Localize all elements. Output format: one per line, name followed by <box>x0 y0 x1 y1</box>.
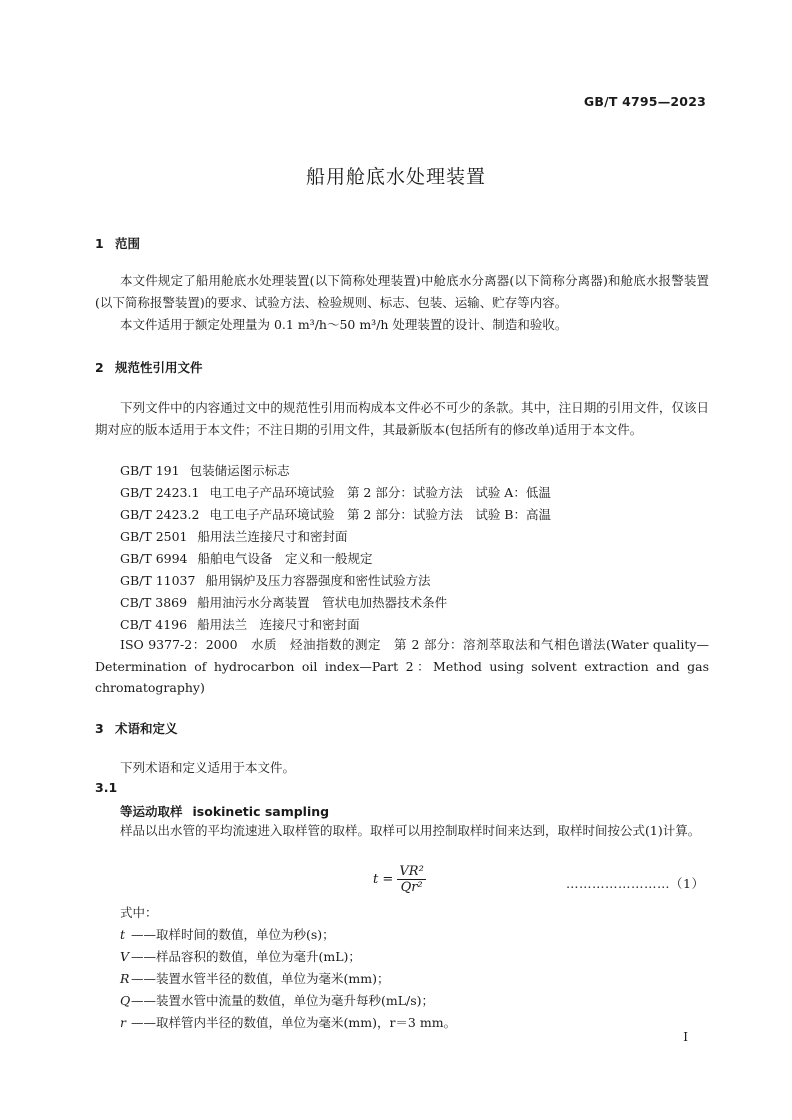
reference-item <box>120 461 290 479</box>
reference-name: 船用油污水分离装置 管状电加热器技术条件 <box>197 595 448 610</box>
section-title: 术语和定义 <box>115 721 178 736</box>
reference-name: 船用法兰 连接尺寸和密封面 <box>197 617 360 632</box>
variable-description: 取样时间的数值，单位为秒(s)； <box>156 927 335 942</box>
term-heading <box>120 802 329 820</box>
where-label: 式中： <box>120 905 158 920</box>
reference-name: 船舶电气设备 定义和一般规定 <box>197 551 373 566</box>
reference-name: 包装储运图示标志 <box>189 463 290 478</box>
reference-item <box>120 615 360 633</box>
section-number: 3 <box>95 721 104 736</box>
reference-code: GB/T 2423.1 <box>120 485 200 500</box>
formula-lhs: t <box>373 872 379 887</box>
variable-definition <box>120 1013 456 1031</box>
variable-definition <box>120 947 361 965</box>
section-title: 范围 <box>115 236 141 251</box>
variable-symbol: Q <box>120 993 131 1008</box>
formula-numerator: VR² <box>399 864 424 879</box>
section-3-paragraph-1: 下列术语和定义适用于本文件。 <box>120 760 296 775</box>
variable-symbol: R <box>120 971 130 986</box>
reference-name: 电工电子产品环境试验 第 2 部分：试验方法 试验 B：高温 <box>209 507 551 522</box>
reference-code: CB/T 3869 <box>120 595 188 610</box>
page-number: I <box>683 1030 688 1044</box>
formula-equals: = <box>382 872 394 887</box>
reference-code: GB/T 191 <box>120 463 180 478</box>
reference-code: GB/T 6994 <box>120 551 188 566</box>
variable-symbol: V <box>120 949 130 964</box>
term-definition: 样品以出水管的平均流速进入取样管的取样。取样可以用控制取样时间来达到，取样时间按公式(1)计算。 <box>120 823 701 838</box>
variable-definition <box>120 991 434 1009</box>
section-number: 2 <box>95 360 104 375</box>
variable-definition <box>120 925 335 943</box>
variable-description: 装置水管半径的数值，单位为毫米(mm)； <box>156 971 390 986</box>
reference-item <box>120 593 447 611</box>
section-1-paragraph-2: 本文件适用于额定处理量为 0.1 m³/h～50 m³/h 处理装置的设计、制造和验收。 <box>120 317 568 332</box>
reference-code: GB/T 2423.2 <box>120 507 200 522</box>
section-1-heading <box>95 234 140 252</box>
variable-dash: —— <box>131 993 156 1008</box>
reference-item <box>120 527 348 545</box>
variable-dash: —— <box>131 1015 156 1030</box>
variable-symbol: t <box>120 927 126 942</box>
variable-dash: —— <box>131 971 156 986</box>
section-3-heading <box>95 719 178 737</box>
variable-description: 样品容积的数值，单位为毫升(mL)； <box>156 949 361 964</box>
reference-code: CB/T 4196 <box>120 617 188 632</box>
reference-code: GB/T 2501 <box>120 529 188 544</box>
variable-dash: —— <box>131 927 156 942</box>
reference-item <box>120 549 373 567</box>
variable-definition <box>120 969 389 987</box>
equation-number: ……………………（1） <box>566 876 705 891</box>
section-title: 规范性引用文件 <box>115 360 203 375</box>
document-title: 船用舱底水处理装置 <box>305 166 486 188</box>
section-2-heading <box>95 358 203 376</box>
formula-fraction <box>397 864 425 895</box>
reference-name: 船用锅炉及压力容器强度和密性试验方法 <box>205 573 431 588</box>
formula-1 <box>373 864 426 895</box>
reference-code: GB/T 11037 <box>120 573 196 588</box>
section-number: 1 <box>95 236 104 251</box>
variable-description: 取样管内半径的数值，单位为毫米(mm)，r＝3 mm。 <box>156 1015 457 1030</box>
reference-item <box>120 505 551 523</box>
standard-number: GB/T 4795—2023 <box>583 94 706 109</box>
variable-dash: —— <box>131 949 156 964</box>
section-2-paragraph-1: 下列文件中的内容通过文中的规范性引用而构成本文件必不可少的条款。其中，注日期的引用文件，仅该日期对应的版本适用于本文件；不注日期的引用文件，其最新版本(包括所有的修改单)适用于本文件。 <box>95 400 709 437</box>
reference-name: 船用法兰连接尺寸和密封面 <box>197 529 348 544</box>
iso-reference: ISO 9377-2：2000 水质 烃油指数的测定 第 2 部分：溶剂萃取法和气相色谱法(Water quality—Determination of hydrocarbon oil index—Part 2：Method using solvent extraction and gas chromatography) <box>95 637 709 695</box>
reference-item <box>120 571 430 589</box>
section-1-paragraph-1: 本文件规定了船用舱底水处理装置(以下简称处理装置)中舱底水分离器(以下简称分离器)和舱底水报警装置(以下简称报警装置)的要求、试验方法、检验规则、标志、包装、运输、贮存等内容。 <box>95 273 709 310</box>
term-english: isokinetic sampling <box>192 804 330 819</box>
variable-symbol: r <box>120 1015 126 1030</box>
term-number: 3.1 <box>95 780 118 795</box>
variable-description: 装置水管中流量的数值，单位为毫升每秒(mL/s)； <box>156 993 435 1008</box>
reference-name: 电工电子产品环境试验 第 2 部分：试验方法 试验 A：低温 <box>209 485 551 500</box>
term-chinese: 等运动取样 <box>120 804 183 819</box>
reference-item <box>120 483 551 501</box>
formula-denominator: Qr² <box>400 880 423 895</box>
